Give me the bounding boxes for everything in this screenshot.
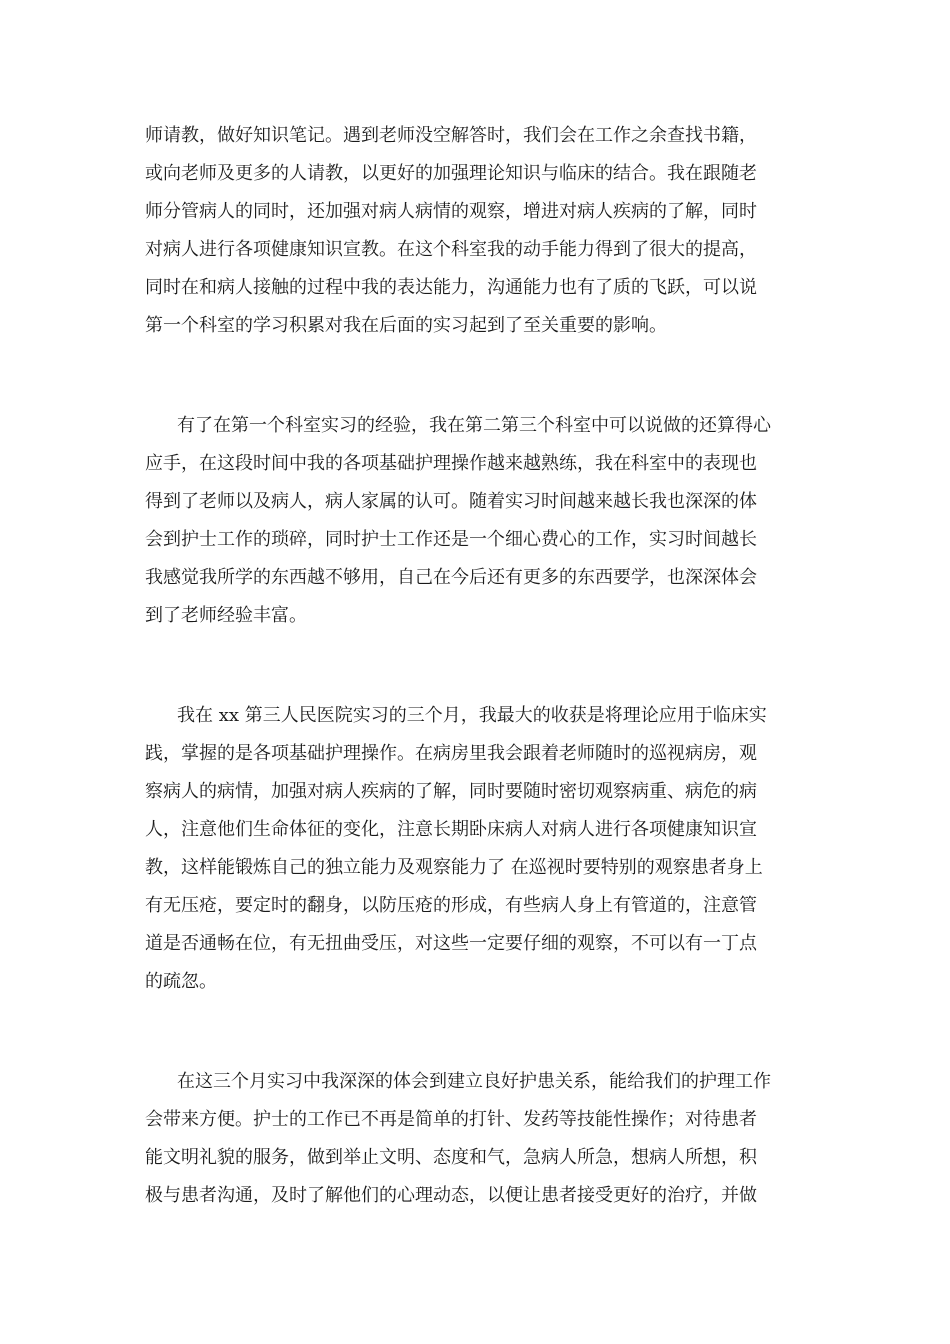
paragraph-line: 人，注意他们生命体征的变化，注意长期卧床病人对病人进行各项健康知识宣	[145, 819, 757, 840]
paragraph-line: 会到护士工作的琐碎，同时护士工作还是一个细心费心的工作，实习时间越长	[145, 529, 757, 550]
paragraph-line: 教，这样能锻炼自己的独立能力及观察能力了 在巡视时要特别的观察患者身上	[145, 857, 763, 878]
paragraph-line: 师分管病人的同时，还加强对病人病情的观察，增进对病人疾病的了解，同时	[145, 201, 757, 222]
paragraph-line: 我在 xx 第三人民医院实习的三个月，我最大的收获是将理论应用于临床实	[177, 705, 767, 726]
paragraph-line: 第一个科室的学习积累对我在后面的实习起到了至关重要的影响。	[145, 315, 667, 336]
paragraph-1	[145, 117, 810, 345]
paragraph-line: 践，掌握的是各项基础护理操作。在病房里我会跟着老师随时的巡视病房，观	[145, 743, 757, 764]
paragraph-4	[145, 1063, 810, 1215]
paragraph-line: 能文明礼貌的服务，做到举止文明、态度和气，急病人所急，想病人所想，积	[145, 1147, 757, 1168]
paragraph-line: 的疏忽。	[145, 971, 217, 992]
paragraph-line: 有无压疮，要定时的翻身，以防压疮的形成，有些病人身上有管道的，注意管	[145, 895, 757, 916]
paragraph-line: 同时在和病人接触的过程中我的表达能力，沟通能力也有了质的飞跃，可以说	[145, 277, 757, 298]
paragraph-line: 到了老师经验丰富。	[145, 605, 307, 626]
paragraph-line: 我感觉我所学的东西越不够用，自己在今后还有更多的东西要学，也深深体会	[145, 567, 757, 588]
paragraph-2	[145, 407, 810, 635]
paragraph-3	[145, 697, 810, 1001]
paragraph-line: 师请教，做好知识笔记。遇到老师没空解答时，我们会在工作之余查找书籍，	[145, 125, 757, 146]
paragraph-line: 对病人进行各项健康知识宣教。在这个科室我的动手能力得到了很大的提高，	[145, 239, 757, 260]
paragraph-line: 会带来方便。护士的工作已不再是简单的打针、发药等技能性操作；对待患者	[145, 1109, 757, 1130]
paragraph-line: 道是否通畅在位，有无扭曲受压，对这些一定要仔细的观察，不可以有一丁点	[145, 933, 757, 954]
paragraph-line: 或向老师及更多的人请教，以更好的加强理论知识与临床的结合。我在跟随老	[145, 163, 757, 184]
paragraph-line: 应手，在这段时间中我的各项基础护理操作越来越熟练，我在科室中的表现也	[145, 453, 757, 474]
paragraph-line: 得到了老师以及病人，病人家属的认可。随着实习时间越来越长我也深深的体	[145, 491, 757, 512]
paragraph-line: 有了在第一个科室实习的经验，我在第二第三个科室中可以说做的还算得心	[177, 415, 771, 436]
paragraph-line: 察病人的病情，加强对病人疾病的了解，同时要随时密切观察病重、病危的病	[145, 781, 757, 802]
paragraph-line: 极与患者沟通，及时了解他们的心理动态，以便让患者接受更好的治疗，并做	[145, 1185, 757, 1206]
paragraph-line: 在这三个月实习中我深深的体会到建立良好护患关系，能给我们的护理工作	[177, 1071, 771, 1092]
